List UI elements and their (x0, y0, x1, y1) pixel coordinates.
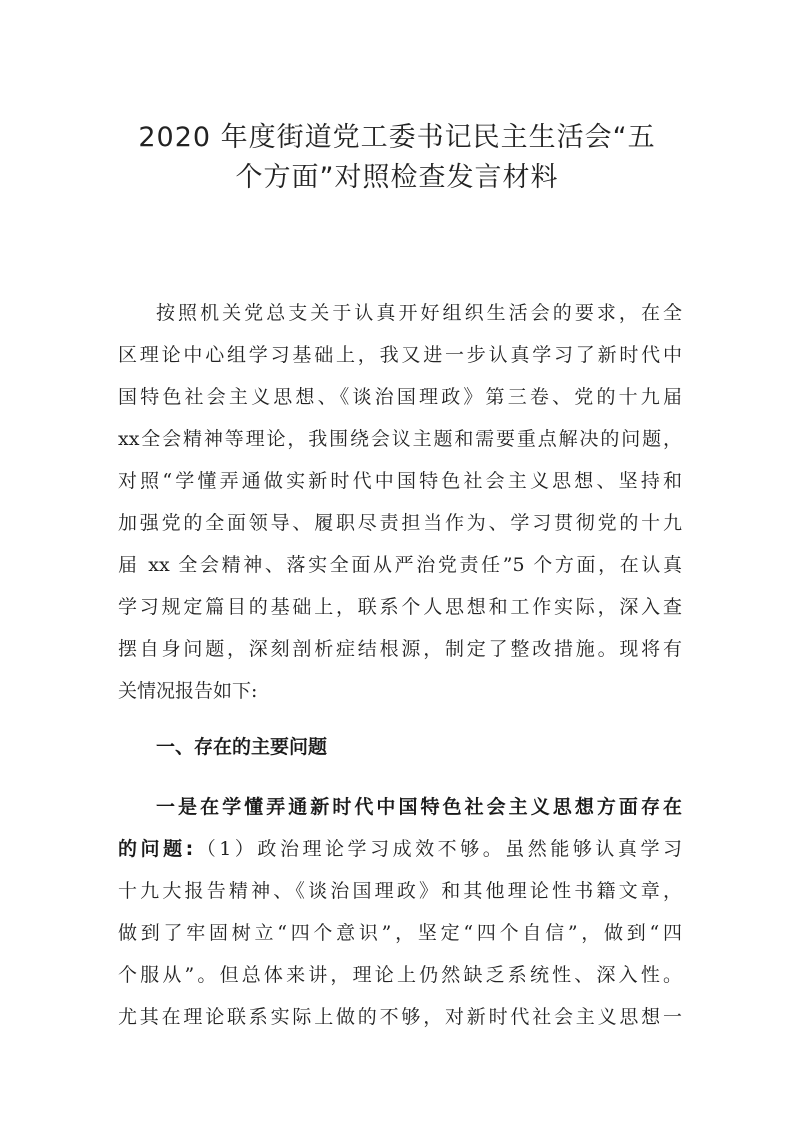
document-body (118, 292, 682, 1038)
point-1-text: （1）政治理论学习成效不够。虽然能够认真学习 (193, 838, 682, 860)
paragraph-line: 关情况报告如下: (118, 680, 258, 702)
paragraph-line: 区理论中心组学习基础上，我又进一步认真学习了新时代中 (118, 344, 682, 366)
paragraph-line: 对照“学懂弄通做实新时代中国特色社会主义思想、坚持和 (118, 470, 682, 492)
paragraph-line: 十九大报告精神、《谈治国理政》和其他理论性书籍文章， (118, 880, 682, 902)
paragraph-line: 摆自身问题，深刻剖析症结根源，制定了整改措施。现将有 (118, 638, 682, 660)
paragraph-line: 国特色社会主义思想、《谈治国理政》第三卷、党的十九届 (118, 386, 682, 408)
paragraph-line: 尤其在理论联系实际上做的不够，对新时代社会主义思想一 (118, 1006, 682, 1028)
point-1-paragraph (118, 786, 682, 1038)
paragraph-line: 学习规定篇目的基础上，联系个人思想和工作实际，深入查 (118, 596, 682, 618)
paragraph-line: 按照机关党总支关于认真开好组织生活会的要求，在全 (156, 302, 682, 324)
paragraph-line: 做到了牢固树立“四个意识”，坚定“四个自信”，做到“四 (118, 922, 682, 944)
section-heading: 一、存在的主要问题 (156, 736, 328, 758)
paragraph-line: 加强党的全面领导、履职尽责担当作为、学习贯彻党的十九 (118, 512, 682, 534)
intro-paragraph (118, 292, 682, 712)
paragraph-line: xx全会精神等理论，我围绕会议主题和需要重点解决的问题， (118, 428, 682, 450)
paragraph-line: 届 xx 全会精神、落实全面从严治党责任”5 个方面，在认真 (118, 554, 682, 576)
title-line-2: 个方面”对照检查发言材料 (235, 162, 559, 193)
document-title (110, 118, 684, 198)
point-1-lead-end: 的问题: (118, 838, 194, 860)
paragraph-line (118, 828, 682, 870)
paragraph-line: 个服从”。但总体来讲，理论上仍然缺乏系统性、深入性。 (118, 964, 682, 986)
point-1-lead: 一是在学懂弄通新时代中国特色社会主义思想方面存在 (156, 796, 682, 818)
title-line-1: 2020 年度街道党工委书记民主生活会“五 (138, 122, 656, 153)
